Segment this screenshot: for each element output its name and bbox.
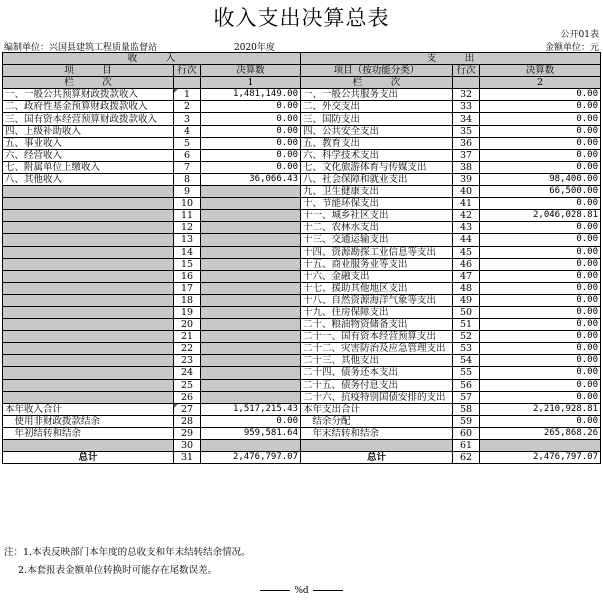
income-amount xyxy=(201,186,301,198)
income-item xyxy=(3,391,174,403)
page-footer xyxy=(0,586,603,596)
income-amount xyxy=(201,379,301,391)
expense-item: 十一、城乡社区支出 xyxy=(301,210,453,222)
expense-line-number: 56 xyxy=(453,379,480,391)
income-item: 四、上级补助收入 xyxy=(3,125,174,137)
income-line-number: 13 xyxy=(174,234,201,246)
table-row xyxy=(3,427,601,439)
income-amount: 36,066.43 xyxy=(201,173,301,185)
expense-amount xyxy=(480,440,601,452)
expense-amount: 0.00 xyxy=(480,355,601,367)
expense-item: 十、节能环保支出 xyxy=(301,198,453,210)
expense-project-header: 项目（按功能分类） xyxy=(301,65,453,77)
table-row xyxy=(3,222,601,234)
income-amount: 0.00 xyxy=(201,101,301,113)
expense-amount-header: 决算数 xyxy=(480,65,601,77)
expense-item: 五、教育支出 xyxy=(301,137,453,149)
income-item: 六、经营收入 xyxy=(3,149,174,161)
income-item xyxy=(3,282,174,294)
income-item: 三、国有资本经营预算财政拨款收入 xyxy=(3,113,174,125)
income-line-number: 23 xyxy=(174,355,201,367)
income-item xyxy=(3,210,174,222)
expense-amount: 0.00 xyxy=(480,379,601,391)
table-row xyxy=(3,331,601,343)
expense-line-number: 40 xyxy=(453,186,480,198)
expense-item: 七、文化旅游体育与传媒支出 xyxy=(301,161,453,173)
table-row xyxy=(3,149,601,161)
expense-line-number: 58 xyxy=(453,403,480,415)
income-amount xyxy=(201,367,301,379)
expense-line-number: 50 xyxy=(453,306,480,318)
expense-item: 二十一、国有资本经营预算支出 xyxy=(301,331,453,343)
expense-line-number: 61 xyxy=(453,440,480,452)
expense-item: 八、社会保障和就业支出 xyxy=(301,173,453,185)
income-line-number: 21 xyxy=(174,331,201,343)
table-row xyxy=(3,210,601,222)
income-amount xyxy=(201,282,301,294)
expense-line-number: 41 xyxy=(453,198,480,210)
expense-amount: 0.00 xyxy=(480,270,601,282)
income-item xyxy=(3,294,174,306)
income-item: 年初结转和结余 xyxy=(3,427,174,439)
expense-line-number: 49 xyxy=(453,294,480,306)
table-row xyxy=(3,246,601,258)
expense-amount: 0.00 xyxy=(480,161,601,173)
income-line-number: 31 xyxy=(174,452,201,464)
income-line-number: 14 xyxy=(174,246,201,258)
expense-item: 二十、粮油物资储备支出 xyxy=(301,319,453,331)
income-item xyxy=(3,379,174,391)
column-index-row xyxy=(3,77,601,89)
income-item: 二、政府性基金预算财政拨款收入 xyxy=(3,101,174,113)
table-row xyxy=(3,452,601,464)
income-amount xyxy=(201,355,301,367)
income-amount xyxy=(201,331,301,343)
income-line-number: 4 xyxy=(174,125,201,137)
table-row xyxy=(3,319,601,331)
table-row xyxy=(3,415,601,427)
income-item xyxy=(3,343,174,355)
table-row xyxy=(3,89,601,101)
income-line-number: 5 xyxy=(174,137,201,149)
expense-line-number: 48 xyxy=(453,282,480,294)
expense-item: 十四、资源勘探工业信息等支出 xyxy=(301,246,453,258)
expense-amount: 0.00 xyxy=(480,246,601,258)
column-header-row xyxy=(3,65,601,77)
expense-column-label: 栏 次 xyxy=(301,77,453,89)
income-line-number: 11 xyxy=(174,210,201,222)
table-code: 公开01表 xyxy=(560,30,599,40)
table-row xyxy=(3,258,601,270)
income-amount xyxy=(201,210,301,222)
income-item xyxy=(3,331,174,343)
expense-amount: 2,476,797.07 xyxy=(480,452,601,464)
reporting-unit: 编制单位：兴国县建筑工程质量监督站 xyxy=(4,43,158,53)
income-item xyxy=(3,306,174,318)
income-line-number: 12 xyxy=(174,222,201,234)
income-item: 五、事业收入 xyxy=(3,137,174,149)
expense-line-number: 34 xyxy=(453,113,480,125)
table-row xyxy=(3,101,601,113)
table-row xyxy=(3,294,601,306)
expense-line-number: 42 xyxy=(453,210,480,222)
income-item: 一、一般公共预算财政拨款收入 xyxy=(3,89,174,101)
expense-item: 结余分配 xyxy=(301,415,453,427)
expense-amount: 0.00 xyxy=(480,149,601,161)
income-item xyxy=(3,198,174,210)
expense-group-header: 支 出 xyxy=(301,53,601,65)
income-line-number: 9 xyxy=(174,186,201,198)
expense-amount: 0.00 xyxy=(480,415,601,427)
report-year: 2020年度 xyxy=(234,43,275,53)
table-row xyxy=(3,234,601,246)
expense-item: 二十四、债务还本支出 xyxy=(301,367,453,379)
expense-item: 二十三、其他支出 xyxy=(301,355,453,367)
expense-item: 十九、住房保障支出 xyxy=(301,306,453,318)
income-line-blank xyxy=(174,77,201,89)
income-line-header: 行次 xyxy=(174,65,201,77)
income-amount xyxy=(201,234,301,246)
income-amount: 1,517,215.43 xyxy=(201,403,301,415)
table-row xyxy=(3,270,601,282)
income-amount: 0.00 xyxy=(201,415,301,427)
income-line-number: 1 xyxy=(174,89,201,101)
income-amount xyxy=(201,198,301,210)
note-1: 注：1.本表反映部门本年度的总收支和年末结转结余情况。 xyxy=(4,547,251,558)
income-line-number: 20 xyxy=(174,319,201,331)
expense-amount: 66,500.00 xyxy=(480,186,601,198)
expense-line-number: 46 xyxy=(453,258,480,270)
expense-item: 本年支出合计 xyxy=(301,403,453,415)
expense-column-number: 2 xyxy=(480,77,601,89)
expense-line-blank xyxy=(453,77,480,89)
notes xyxy=(4,544,251,580)
income-amount xyxy=(201,258,301,270)
income-line-number: 25 xyxy=(174,379,201,391)
expense-item: 年末结转和结余 xyxy=(301,427,453,439)
expense-line-number: 62 xyxy=(453,452,480,464)
expense-item: 二十二、灾害防治及应急管理支出 xyxy=(301,343,453,355)
expense-amount: 0.00 xyxy=(480,391,601,403)
income-item: 本年收入合计 xyxy=(3,403,174,415)
footer-dash-right xyxy=(313,590,343,591)
expense-amount: 0.00 xyxy=(480,101,601,113)
income-item xyxy=(3,367,174,379)
expense-amount: 0.00 xyxy=(480,306,601,318)
expense-amount: 0.00 xyxy=(480,198,601,210)
expense-line-number: 32 xyxy=(453,89,480,101)
income-item: 总计 xyxy=(3,452,174,464)
expense-line-number: 53 xyxy=(453,343,480,355)
income-item xyxy=(3,270,174,282)
income-amount xyxy=(201,319,301,331)
report-meta xyxy=(4,40,599,52)
table-row xyxy=(3,306,601,318)
page-title: 收入支出决算总表 xyxy=(213,6,390,30)
expense-line-number: 51 xyxy=(453,319,480,331)
table-row xyxy=(3,198,601,210)
income-amount xyxy=(201,440,301,452)
income-amount: 0.00 xyxy=(201,137,301,149)
income-column-number: 1 xyxy=(201,77,301,89)
expense-amount: 0.00 xyxy=(480,125,601,137)
expense-item: 四、公共安全支出 xyxy=(301,125,453,137)
expense-amount: 0.00 xyxy=(480,294,601,306)
income-amount: 2,476,797.07 xyxy=(201,452,301,464)
table-row xyxy=(3,186,601,198)
income-item xyxy=(3,186,174,198)
expense-item: 总计 xyxy=(301,452,453,464)
expense-item: 十八、自然资源海洋气象等支出 xyxy=(301,294,453,306)
expense-amount: 0.00 xyxy=(480,258,601,270)
expense-amount: 0.00 xyxy=(480,89,601,101)
income-line-number: 2 xyxy=(174,101,201,113)
expense-item: 十二、农林水支出 xyxy=(301,222,453,234)
expense-amount: 0.00 xyxy=(480,319,601,331)
page-number: %d xyxy=(294,586,309,596)
expense-item: 三、国防支出 xyxy=(301,113,453,125)
expense-line-number: 59 xyxy=(453,415,480,427)
expense-item: 十六、金融支出 xyxy=(301,270,453,282)
expense-line-number: 45 xyxy=(453,246,480,258)
income-item xyxy=(3,246,174,258)
expense-line-number: 52 xyxy=(453,331,480,343)
table-row xyxy=(3,137,601,149)
expense-amount: 2,046,028.81 xyxy=(480,210,601,222)
table-row xyxy=(3,125,601,137)
income-item xyxy=(3,355,174,367)
income-amount: 0.00 xyxy=(201,161,301,173)
expense-item: 二、外交支出 xyxy=(301,101,453,113)
expense-line-number: 44 xyxy=(453,234,480,246)
budget-table xyxy=(2,52,601,464)
income-line-number: 24 xyxy=(174,367,201,379)
income-item: 八、其他收入 xyxy=(3,173,174,185)
income-project-header: 项 目 xyxy=(3,65,174,77)
income-amount: 0.00 xyxy=(201,125,301,137)
expense-item: 一、一般公共服务支出 xyxy=(301,89,453,101)
footer-dash-left xyxy=(260,590,290,591)
expense-line-number: 60 xyxy=(453,427,480,439)
money-unit: 金额单位：元 xyxy=(544,43,599,53)
income-line-number: 30 xyxy=(174,440,201,452)
expense-line-number: 36 xyxy=(453,137,480,149)
expense-amount: 265,868.26 xyxy=(480,427,601,439)
income-item xyxy=(3,319,174,331)
income-line-number: 19 xyxy=(174,306,201,318)
expense-amount: 2,210,928.81 xyxy=(480,403,601,415)
expense-amount: 0.00 xyxy=(480,234,601,246)
expense-item: 九、卫生健康支出 xyxy=(301,186,453,198)
income-item xyxy=(3,234,174,246)
income-group-header: 收 入 xyxy=(3,53,301,65)
income-item xyxy=(3,258,174,270)
table-row xyxy=(3,355,601,367)
expense-amount: 0.00 xyxy=(480,222,601,234)
income-line-number: 16 xyxy=(174,270,201,282)
income-line-number: 6 xyxy=(174,149,201,161)
income-line-number: 15 xyxy=(174,258,201,270)
expense-amount: 0.00 xyxy=(480,282,601,294)
income-amount xyxy=(201,222,301,234)
income-line-number: 8 xyxy=(174,173,201,185)
income-item xyxy=(3,440,174,452)
income-item: 七、附属单位上缴收入 xyxy=(3,161,174,173)
expense-line-number: 39 xyxy=(453,173,480,185)
expense-amount: 0.00 xyxy=(480,343,601,355)
table-row xyxy=(3,113,601,125)
expense-amount: 0.00 xyxy=(480,331,601,343)
income-amount xyxy=(201,343,301,355)
income-line-number: 10 xyxy=(174,198,201,210)
group-header-row xyxy=(3,53,601,65)
expense-item: 十五、商业服务业等支出 xyxy=(301,258,453,270)
income-amount xyxy=(201,270,301,282)
income-line-number: 27 xyxy=(174,403,201,415)
expense-amount: 98,400.00 xyxy=(480,173,601,185)
table-row xyxy=(3,343,601,355)
table-row xyxy=(3,282,601,294)
income-column-label: 栏 次 xyxy=(3,77,174,89)
income-amount: 0.00 xyxy=(201,149,301,161)
expense-amount: 0.00 xyxy=(480,137,601,149)
expense-line-number: 35 xyxy=(453,125,480,137)
income-amount-header: 决算数 xyxy=(201,65,301,77)
expense-amount: 0.00 xyxy=(480,367,601,379)
expense-line-number: 43 xyxy=(453,222,480,234)
income-line-number: 3 xyxy=(174,113,201,125)
income-amount: 959,581.64 xyxy=(201,427,301,439)
table-row xyxy=(3,173,601,185)
table-row xyxy=(3,161,601,173)
table-row xyxy=(3,440,601,452)
expense-line-number: 33 xyxy=(453,101,480,113)
income-line-number: 26 xyxy=(174,391,201,403)
expense-line-number: 54 xyxy=(453,355,480,367)
expense-item: 二十五、债务付息支出 xyxy=(301,379,453,391)
income-amount xyxy=(201,246,301,258)
income-item: 使用非财政拨款结余 xyxy=(3,415,174,427)
income-amount: 0.00 xyxy=(201,113,301,125)
income-amount xyxy=(201,306,301,318)
expense-line-number: 55 xyxy=(453,367,480,379)
expense-item: 十三、交通运输支出 xyxy=(301,234,453,246)
table-row xyxy=(3,379,601,391)
expense-item: 二十六、抗疫特别国债安排的支出 xyxy=(301,391,453,403)
expense-line-number: 47 xyxy=(453,270,480,282)
income-line-number: 28 xyxy=(174,415,201,427)
income-amount: 1,481,149.00 xyxy=(201,89,301,101)
expense-line-number: 57 xyxy=(453,391,480,403)
expense-item: 六、科学技术支出 xyxy=(301,149,453,161)
note-2: 2.本套报表金额单位转换时可能存在尾数误差。 xyxy=(18,565,218,576)
table-row xyxy=(3,367,601,379)
expense-line-number: 38 xyxy=(453,161,480,173)
income-line-number: 7 xyxy=(174,161,201,173)
income-amount xyxy=(201,391,301,403)
expense-line-header: 行次 xyxy=(453,65,480,77)
table-row xyxy=(3,391,601,403)
income-line-number: 22 xyxy=(174,343,201,355)
budget-table-body xyxy=(3,53,601,464)
income-amount xyxy=(201,294,301,306)
income-item xyxy=(3,222,174,234)
income-line-number: 29 xyxy=(174,427,201,439)
expense-item: 十七、援助其他地区支出 xyxy=(301,282,453,294)
expense-amount: 0.00 xyxy=(480,113,601,125)
income-line-number: 17 xyxy=(174,282,201,294)
income-line-number: 18 xyxy=(174,294,201,306)
table-row xyxy=(3,403,601,415)
expense-line-number: 37 xyxy=(453,149,480,161)
expense-item xyxy=(301,440,453,452)
